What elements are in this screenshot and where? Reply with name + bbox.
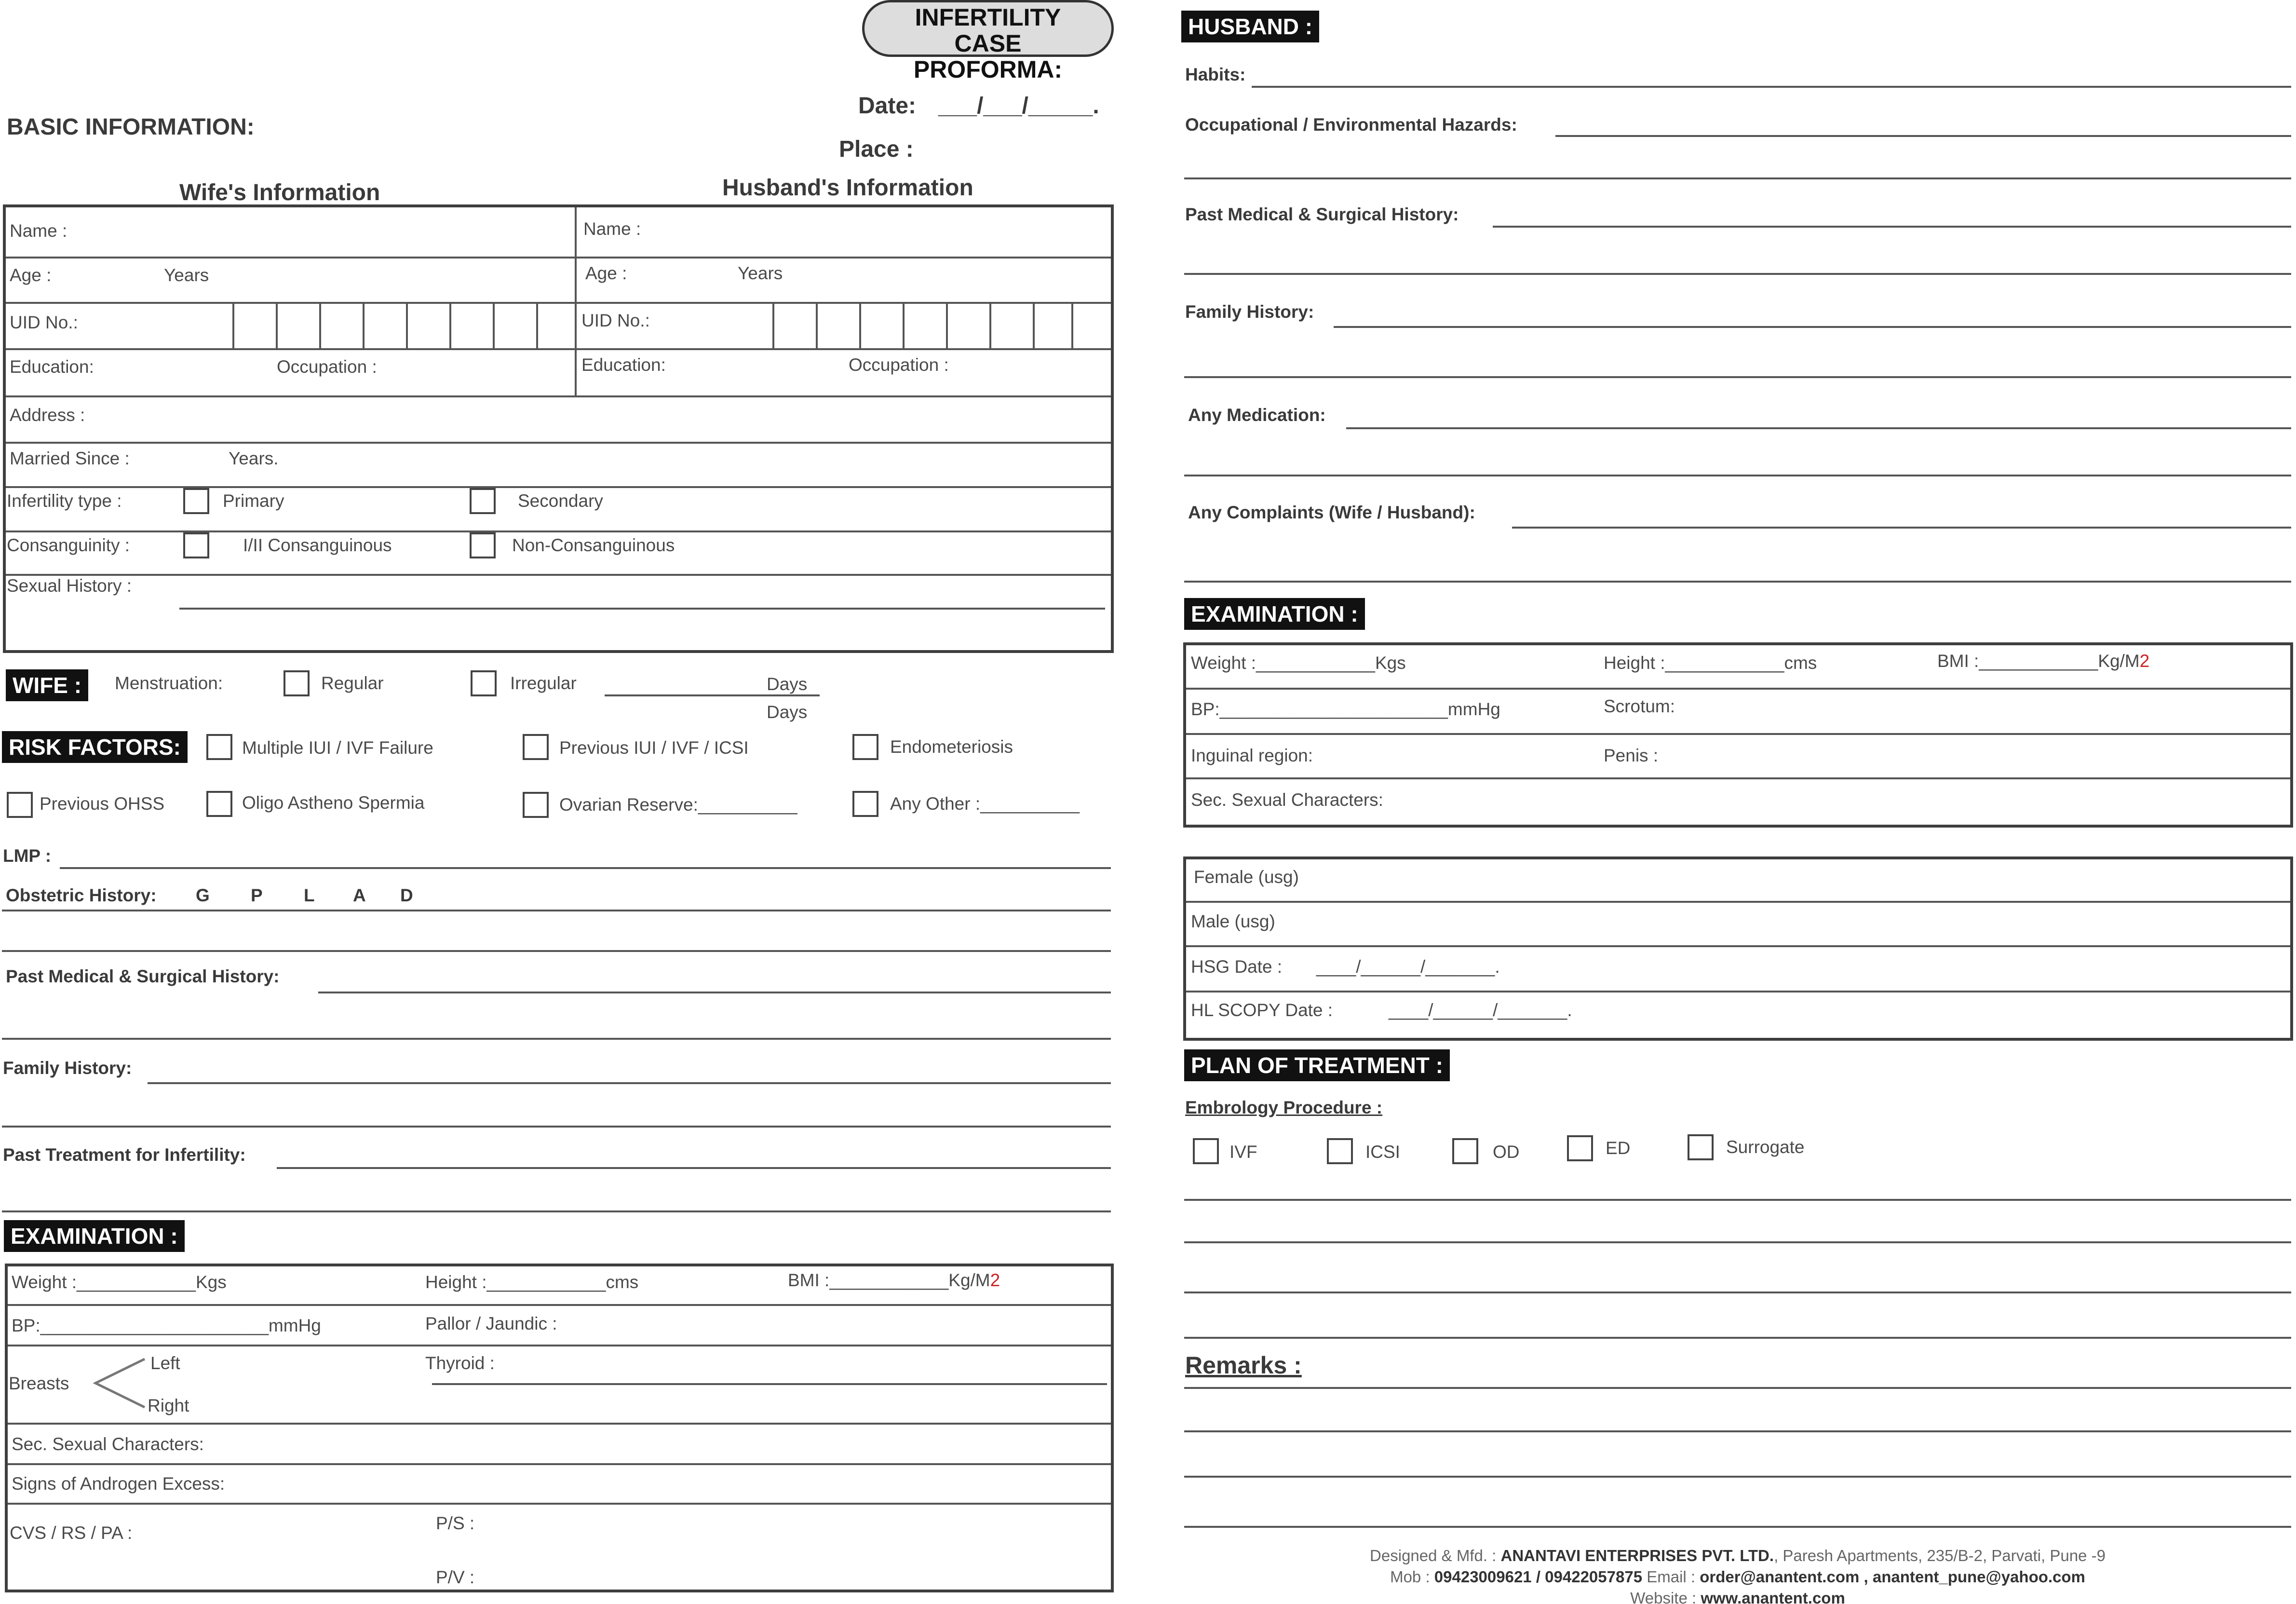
wife-examination-tag: EXAMINATION :	[4, 1220, 185, 1252]
obstetric-label: Obstetric History:	[6, 885, 157, 905]
oligo-label: Oligo Astheno Spermia	[242, 793, 425, 813]
title-pill	[862, 0, 1114, 83]
wife-bp: BP:_______________________mmHg	[12, 1316, 321, 1335]
secondary-label: Secondary	[518, 491, 603, 511]
cvs-label: CVS / RS / PA :	[10, 1523, 133, 1543]
plan-line-1[interactable]	[1184, 1199, 2291, 1201]
remarks-line-1[interactable]	[1184, 1387, 2291, 1389]
wife-past-medical-line-2[interactable]	[2, 1038, 1111, 1040]
past-treatment-line-2[interactable]	[2, 1210, 1111, 1212]
date-fill[interactable]: ___/___/_____.	[938, 93, 1099, 119]
complaints-line-2[interactable]	[1184, 581, 2291, 583]
hsg-date-label: HSG Date :	[1191, 957, 1283, 977]
female-usg-label: Female (usg)	[1194, 867, 1299, 887]
ohss-label: Previous OHSS	[40, 794, 165, 814]
od-label: OD	[1493, 1142, 1520, 1162]
remarks-label: Remarks :	[1185, 1352, 1302, 1379]
place-label: Place :	[839, 136, 914, 162]
habits-label: Habits:	[1185, 65, 1246, 84]
days-line[interactable]	[605, 694, 820, 696]
husband-age-years: Years	[738, 263, 783, 283]
habits-line[interactable]	[1252, 86, 2291, 88]
primary-label: Primary	[223, 491, 284, 511]
husband-bmi-sup: 2	[2139, 651, 2150, 671]
embryology-label: Embrology Procedure :	[1185, 1098, 1383, 1117]
address-label: Address :	[10, 405, 85, 425]
wife-weight: Weight :____________Kgs	[12, 1272, 227, 1292]
past-treatment-label: Past Treatment for Infertility:	[3, 1145, 246, 1165]
basic-info-heading: BASIC INFORMATION:	[7, 114, 255, 140]
secondary-checkbox[interactable]	[470, 488, 496, 514]
complaints-label: Any Complaints (Wife / Husband):	[1188, 503, 1475, 522]
husband-bmi-text: BMI :____________Kg/M	[1937, 651, 2140, 671]
date-label: Date:	[858, 93, 917, 119]
non-consanguinous-label: Non-Consanguinous	[512, 535, 675, 555]
days-label-1: Days	[767, 674, 808, 694]
obstetric-a: A	[353, 885, 366, 905]
remarks-line-4[interactable]	[1184, 1526, 2291, 1528]
pv-label: P/V :	[436, 1567, 475, 1587]
icsi-checkbox[interactable]	[1327, 1138, 1353, 1164]
lmp-label: LMP :	[3, 846, 52, 866]
ovarian-reserve-checkbox[interactable]	[523, 792, 549, 818]
remarks-line-2[interactable]	[1184, 1430, 2291, 1432]
husband-age-label: Age :	[585, 263, 627, 283]
regular-label: Regular	[321, 673, 384, 693]
husband-education-label: Education:	[581, 355, 666, 375]
infertility-type-label: Infertility type :	[7, 491, 122, 511]
risk-factors-tag: RISK FACTORS:	[2, 731, 188, 763]
hl-scopy-fill[interactable]: ____/______/_______.	[1389, 1000, 1572, 1020]
medication-label: Any Medication:	[1188, 405, 1326, 425]
wife-education-label: Education:	[10, 357, 94, 377]
page-title: INFERTILITY CASE PROFORMA:	[913, 4, 1063, 83]
husband-past-medical-line-2[interactable]	[1184, 273, 2291, 275]
surrogate-checkbox[interactable]	[1688, 1134, 1714, 1160]
endometriosis-label: Endometeriosis	[890, 737, 1013, 757]
wife-bmi	[788, 1271, 1000, 1289]
medication-line[interactable]	[1346, 427, 2291, 429]
androgen-label: Signs of Androgen Excess:	[12, 1474, 225, 1494]
wife-sec-sexual-label: Sec. Sexual Characters:	[12, 1434, 204, 1454]
wife-height: Height :____________cms	[425, 1272, 639, 1292]
ps-label: P/S :	[436, 1513, 475, 1533]
ohss-checkbox[interactable]	[7, 792, 33, 818]
breasts-label: Breasts	[9, 1373, 69, 1393]
wife-uid-label: UID No.:	[10, 313, 78, 332]
wife-name-label: Name :	[10, 221, 68, 241]
occupational-line-2[interactable]	[1184, 177, 2291, 179]
plan-line-2[interactable]	[1184, 1241, 2291, 1243]
husband-weight: Weight :____________Kgs	[1191, 653, 1406, 673]
plan-line-4[interactable]	[1184, 1337, 2291, 1339]
married-since-label: Married Since :	[10, 449, 130, 468]
irregular-label: Irregular	[510, 673, 577, 693]
menstruation-label: Menstruation:	[115, 673, 223, 693]
consanguinous-checkbox[interactable]	[183, 532, 209, 558]
husband-section-tag: HUSBAND :	[1181, 11, 1319, 42]
past-treatment-line[interactable]	[277, 1167, 1111, 1169]
wife-section-tag: WIFE :	[6, 669, 88, 701]
occupational-label: Occupational / Environmental Hazards:	[1185, 115, 1517, 135]
ovarian-reserve-label: Ovarian Reserve:__________	[559, 795, 797, 815]
non-consanguinous-checkbox[interactable]	[470, 532, 496, 558]
ivf-label: IVF	[1229, 1142, 1257, 1162]
inguinal-label: Inguinal region:	[1191, 746, 1313, 765]
obstetric-l: L	[304, 885, 315, 905]
days-label-2: Days	[767, 702, 808, 722]
any-other-checkbox[interactable]	[852, 791, 878, 817]
husband-name-label: Name :	[583, 219, 641, 239]
husband-uid-label: UID No.:	[581, 311, 650, 330]
footer-line-2: Mob : 09423009621 / 09422057875 Email : order@anantent.com , anantent_pune@yahoo.com	[1390, 1568, 2085, 1586]
plan-of-treatment-tag: PLAN OF TREATMENT :	[1184, 1049, 1450, 1081]
hl-scopy-label: HL SCOPY Date :	[1191, 1000, 1333, 1020]
sexual-history-label: Sexual History :	[7, 576, 132, 596]
consanguinous-label: I/II Consanguinous	[243, 535, 392, 555]
ivf-checkbox[interactable]	[1193, 1138, 1219, 1164]
previous-iui-checkbox[interactable]	[523, 734, 549, 760]
obstetric-line-2[interactable]	[2, 950, 1111, 952]
husband-occupation-label: Occupation :	[849, 355, 949, 375]
endometriosis-checkbox[interactable]	[852, 734, 878, 760]
husband-family-history-line-2[interactable]	[1184, 376, 2291, 378]
wife-bmi-sup: 2	[990, 1270, 1000, 1290]
married-years: Years.	[229, 449, 279, 468]
wife-family-history-label: Family History:	[3, 1058, 132, 1078]
obstetric-p: P	[251, 885, 263, 905]
occupational-line[interactable]	[1555, 135, 2291, 137]
wife-age-years: Years	[164, 265, 209, 285]
usg-table	[1183, 856, 2293, 1041]
wife-past-medical-label: Past Medical & Surgical History:	[6, 966, 280, 986]
consanguinity-label: Consanguinity :	[7, 535, 130, 555]
od-checkbox[interactable]	[1452, 1138, 1478, 1164]
hsg-date-fill[interactable]: ____/______/_______.	[1316, 957, 1500, 977]
husband-bmi	[1937, 652, 2149, 670]
husband-sec-sexual-label: Sec. Sexual Characters:	[1191, 790, 1383, 810]
wife-family-history-line-2[interactable]	[2, 1126, 1111, 1128]
footer	[1184, 1545, 2291, 1604]
remarks-line-3[interactable]	[1184, 1476, 2291, 1478]
primary-checkbox[interactable]	[183, 488, 209, 514]
wife-occupation-label: Occupation :	[277, 357, 377, 377]
wife-info-heading: Wife's Information	[179, 180, 380, 205]
irregular-checkbox[interactable]	[471, 670, 497, 696]
lmp-line[interactable]	[60, 867, 1111, 869]
husband-family-history-line[interactable]	[1334, 326, 2291, 328]
ed-label: ED	[1606, 1138, 1631, 1158]
footer-line-1: Designed & Mfd. : ANANTAVI ENTERPRISES PVT. LTD., Paresh Apartments, 235/B-2, Parvati, Pune -9	[1370, 1547, 2106, 1564]
husband-bp: BP:_______________________mmHg	[1191, 699, 1500, 719]
footer-line-3: Website : www.anantent.com	[1630, 1589, 1845, 1604]
plan-line-3[interactable]	[1184, 1291, 2291, 1293]
wife-past-medical-line[interactable]	[318, 992, 1111, 993]
husband-height: Height :____________cms	[1604, 653, 1817, 673]
breast-right-label: Right	[148, 1396, 189, 1415]
obstetric-line-1[interactable]	[2, 910, 1111, 911]
male-usg-label: Male (usg)	[1191, 911, 1275, 931]
husband-info-heading: Husband's Information	[722, 175, 973, 201]
wife-examination-table	[5, 1264, 1114, 1592]
husband-past-medical-label: Past Medical & Surgical History:	[1185, 204, 1459, 224]
husband-past-medical-line[interactable]	[1493, 226, 2291, 228]
scrotum-label: Scrotum:	[1604, 696, 1675, 716]
obstetric-g: G	[196, 885, 210, 905]
penis-label: Penis :	[1604, 746, 1659, 765]
surrogate-label: Surrogate	[1726, 1137, 1805, 1157]
multiple-failure-label: Multiple IUI / IVF Failure	[242, 738, 433, 758]
regular-checkbox[interactable]	[284, 670, 310, 696]
multiple-failure-checkbox[interactable]	[206, 734, 232, 760]
complaints-line[interactable]	[1512, 527, 2291, 529]
any-other-label: Any Other :__________	[890, 794, 1080, 814]
icsi-label: ICSI	[1365, 1142, 1400, 1162]
pallor-label: Pallor / Jaundic :	[425, 1314, 557, 1333]
husband-examination-tag: EXAMINATION :	[1184, 598, 1365, 630]
oligo-checkbox[interactable]	[206, 791, 232, 817]
husband-family-history-label: Family History:	[1185, 302, 1314, 322]
ed-checkbox[interactable]	[1567, 1135, 1593, 1161]
wife-family-history-line[interactable]	[148, 1082, 1111, 1084]
medication-line-2[interactable]	[1184, 475, 2291, 476]
breast-left-label: Left	[150, 1353, 180, 1373]
previous-iui-label: Previous IUI / IVF / ICSI	[559, 738, 749, 758]
wife-bmi-text: BMI :____________Kg/M	[788, 1270, 990, 1290]
wife-age-label: Age :	[10, 265, 52, 285]
thyroid-label: Thyroid :	[425, 1353, 495, 1373]
obstetric-d: D	[400, 885, 413, 905]
breasts-bracket	[92, 1355, 149, 1413]
